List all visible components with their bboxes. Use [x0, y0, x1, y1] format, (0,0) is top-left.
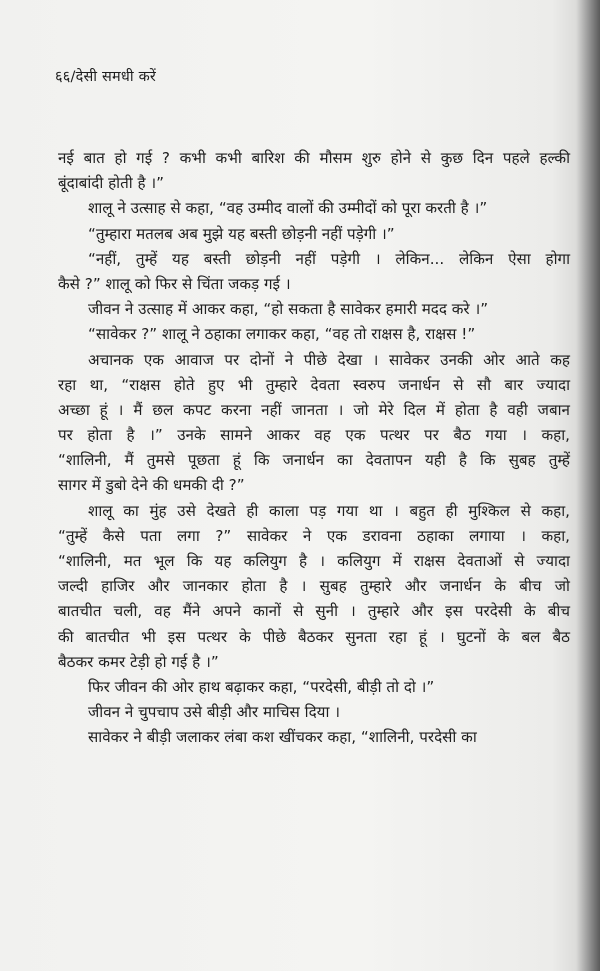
text-line: बूंदाबांदी होती है ।”: [58, 174, 165, 193]
page-body: [58, 146, 570, 751]
running-header: ६६/देसी समधी करें: [55, 69, 157, 85]
text-line: कैसे ?” शालू को फिर से चिंता जकड़ गई ।: [58, 274, 291, 293]
text-line: की बातचीत भी इस पत्थर के पीछे बैठकर सुनता रहा हूं । घुटनों के बल बैठ: [58, 627, 570, 646]
text-line: जीवन ने उत्साह में आकर कहा, “हो सकता है सावेकर हमारी मदद करे ।”: [88, 300, 489, 319]
text-line: रहा था, “राक्षस होते हुए भी तुम्हारे देवता स्वरुप जनार्धन से सौ बार ज्यादा: [58, 375, 570, 394]
text-line: शालू ने उत्साह से कहा, “वह उम्मीद वालों की उम्मीदों को पूरा करती है ।”: [88, 199, 488, 218]
text-line: जल्दी हाजिर और जानकार होता है । सुबह तुम्हारे और जनार्धन के बीच जो: [58, 577, 570, 596]
text-line: अच्छा हूं । मैं छल कपट करना नहीं जानता । जो मेरे दिल में होता है वही जबान: [58, 400, 570, 419]
text-line: जीवन ने चुपचाप उसे बीड़ी और माचिस दिया ।: [88, 703, 340, 722]
text-line: सागर में डुबो देने की धमकी दी ?”: [58, 476, 245, 495]
text-line: “तुम्हें कैसे पता लगा ?” सावेकर ने एक डरावना ठहाका लगाया । कहा,: [58, 526, 570, 545]
text-line: बैठकर कमर टेड़ी हो गई है ।”: [58, 652, 219, 671]
text-line: “नहीं, तुम्हें यह बस्ती छोड़नी नहीं पड़ेगी । लेकिन... लेकिन ऐसा होगा: [88, 249, 570, 268]
text-line: शालू का मुंह उसे देखते ही काला पड़ गया था । बहुत ही मुश्किल से कहा,: [88, 501, 570, 520]
text-line: बातचीत चली, वह मैंने अपने कानों से सुनी । तुम्हारे और इस परदेसी के बीच: [58, 602, 570, 621]
text-line: नई बात हो गई ? कभी कभी बारिश की मौसम शुरु होने से कुछ दिन पहले हल्की: [58, 149, 570, 167]
text-line: “तुम्हारा मतलब अब मुझे यह बस्ती छोड़नी नहीं पड़ेगी ।”: [88, 224, 395, 243]
text-line: सावेकर ने बीड़ी जलाकर लंबा कश खींचकर कहा, “शालिनी, परदेसी का: [88, 728, 477, 747]
text-line: पर होता है ।” उनके सामने आकर वह एक पत्थर पर बैठ गया । कहा,: [58, 426, 570, 445]
text-line: “शालिनी, मत भूल कि यह कलियुग है । कलियुग में राक्षस देवताओं से ज्यादा: [58, 552, 570, 570]
text-line: “सावेकर ?” शालू ने ठहाका लगाकर कहा, “वह तो राक्षस है, राक्षस !”: [88, 325, 476, 344]
text-line: “शालिनी, मैं तुमसे पूछता हूं कि जनार्धन का देवतापन यही है कि सुबह तुम्हें: [58, 451, 570, 470]
text-line: अचानक एक आवाज पर दोनों ने पीछे देखा । सावेकर उनकी ओर आते कह: [88, 350, 570, 369]
text-line: फिर जीवन की ओर हाथ बढ़ाकर कहा, “परदेसी, बीड़ी तो दो ।”: [88, 677, 435, 696]
